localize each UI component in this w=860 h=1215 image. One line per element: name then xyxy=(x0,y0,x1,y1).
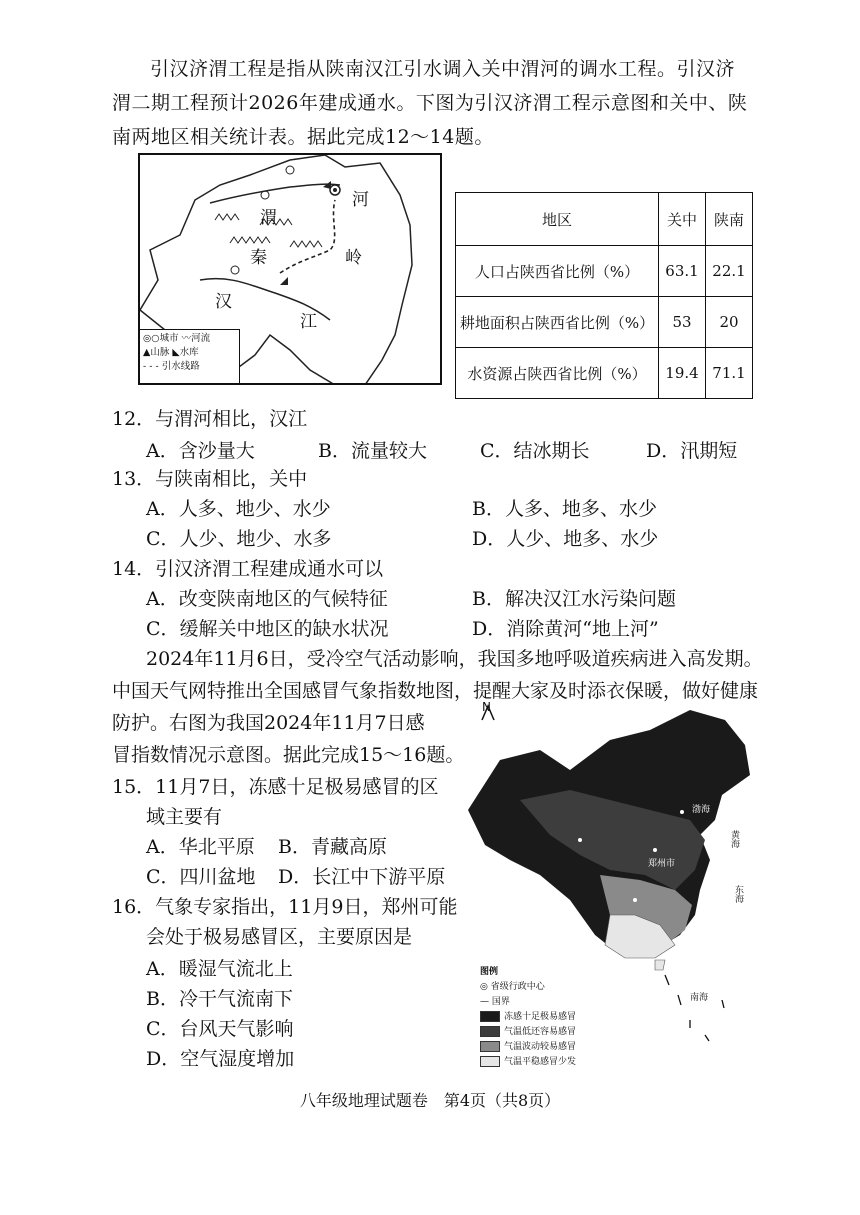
table-header: 关中 xyxy=(659,193,706,246)
table-header: 陕南 xyxy=(706,193,753,246)
map-bohai-label: 渤海 xyxy=(692,805,711,815)
border-line-icon: — xyxy=(480,997,489,1007)
legend-border: — 国界 xyxy=(480,997,510,1007)
table-cell: 71.1 xyxy=(706,348,753,399)
project-map xyxy=(138,153,442,385)
question-13-option-d: D．人少、地多、水少 xyxy=(472,528,659,550)
table-cell: 20 xyxy=(706,297,753,348)
question-16-option-a: A．暖湿气流北上 xyxy=(146,958,293,980)
legend-capital: ◎ 省级行政中心 xyxy=(480,982,545,992)
river-icon: 〰 xyxy=(181,333,192,344)
question-15-stem-line-1: 15．11月7日，冻感十足极易感冒的区 xyxy=(112,776,439,798)
statistics-table xyxy=(455,192,753,399)
legend-level-4: 气温平稳感冒少发 xyxy=(480,1055,576,1070)
label-ling: 岭 xyxy=(345,248,362,268)
question-13-option-b: B．人多、地多、水少 xyxy=(472,498,657,520)
question-16-option-d: D．空气湿度增加 xyxy=(146,1048,295,1070)
question-13-option-c: C．人少、地少、水多 xyxy=(146,528,332,550)
question-14-option-c: C．缓解关中地区的缺水状况 xyxy=(146,618,389,640)
question-15-option-c: C．四川盆地 xyxy=(146,866,256,888)
label-wei: 渭 xyxy=(260,208,277,228)
table-cell: 53 xyxy=(659,297,706,348)
page-footer: 八年级地理试题卷 第4页（共8页） xyxy=(299,1091,561,1110)
table-cell: 22.1 xyxy=(706,246,753,297)
question-13-option-a: A．人多、地少、水少 xyxy=(146,498,331,520)
question-14-option-b: B．解决汉江水污染问题 xyxy=(472,588,676,610)
route-icon: - - - xyxy=(143,361,159,372)
question-12-option-c: C．结冰期长 xyxy=(480,440,590,462)
table-cell: 耕地面积占陕西省比例（%） xyxy=(456,297,659,348)
question-14-option-d: D．消除黄河“地上河” xyxy=(472,618,659,640)
question-15-stem-line-2: 域主要有 xyxy=(146,806,223,828)
map-sea-label-2: 东海 xyxy=(733,885,743,903)
capital-icon: ◎ xyxy=(480,982,488,992)
legend-title: 图例 xyxy=(480,967,499,977)
intro-2-line-2: 中国天气网特推出全国感冒气象指数地图，提醒大家及时添衣保暖，做好健康 xyxy=(112,680,759,702)
table-header-row xyxy=(456,193,753,246)
question-12-option-d: D．汛期短 xyxy=(646,440,738,462)
map-sea-label-3: 南海 xyxy=(690,993,709,1003)
question-16-option-b: B．冷干气流南下 xyxy=(146,988,293,1010)
map-sea-label-1: 黄海 xyxy=(729,830,739,848)
cold-index-legend xyxy=(480,965,576,1070)
intro-2-line-4: 冒指数情况示意图。据此完成15～16题。 xyxy=(112,744,465,766)
table-cell: 人口占陕西省比例（%） xyxy=(456,246,659,297)
question-13-stem: 13．与陕南相比，关中 xyxy=(112,468,308,490)
label-qin: 秦 xyxy=(250,248,267,268)
label-he: 河 xyxy=(352,190,369,210)
table-cell: 19.4 xyxy=(659,348,706,399)
table-row xyxy=(456,348,753,399)
question-15-option-b: B．青藏高原 xyxy=(278,836,387,858)
question-12-option-b: B．流量较大 xyxy=(318,440,427,462)
intro-2-line-1: 2024年11月6日，受冷空气活动影响，我国多地呼吸道疾病进入高发期。 xyxy=(146,648,763,670)
table-cell: 水资源占陕西省比例（%） xyxy=(456,348,659,399)
table-row xyxy=(456,297,753,348)
question-14-stem: 14．引汉济渭工程建成通水可以 xyxy=(112,558,384,580)
question-15-option-d: D．长江中下游平原 xyxy=(278,866,446,888)
table-row xyxy=(456,246,753,297)
legend-level-3: 气温波动较易感冒 xyxy=(480,1040,576,1055)
question-12-stem: 12．与渭河相比，汉江 xyxy=(112,408,308,430)
legend-level-1: 冻感十足极易感冒 xyxy=(480,1010,576,1025)
label-jiang: 江 xyxy=(300,312,317,332)
map-north-label: N xyxy=(482,700,491,714)
reservoir-icon: ◣ xyxy=(172,347,180,358)
label-han: 汉 xyxy=(215,292,232,312)
question-16-option-c: C．台风天气影响 xyxy=(146,1018,294,1040)
city-icon: ◎○ xyxy=(143,333,160,344)
legend-level-2: 气温低还容易感冒 xyxy=(480,1025,576,1040)
question-16-stem-line-1: 16．气象专家指出，11月9日，郑州可能 xyxy=(112,896,458,918)
table-header: 地区 xyxy=(456,193,659,246)
project-map-legend: ◎○城市 〰河流 ▲山脉 ◣水库 - - - 引水线路 xyxy=(140,329,240,383)
table-cell: 63.1 xyxy=(659,246,706,297)
mountain-icon: ▲ xyxy=(143,347,151,358)
intro-paragraph-1: 引汉济渭工程是指从陕南汉江引水调入关中渭河的调水工程。引汉济渭二期工程预计2026年建成通水。下图为引汉济渭工程示意图和关中、陕南两地区相关统计表。据此完成12～14题。 xyxy=(112,58,748,148)
map-city-label: 郑州市 xyxy=(648,859,676,869)
question-15-option-a: A．华北平原 xyxy=(146,836,255,858)
question-12-option-a: A．含沙量大 xyxy=(146,440,255,462)
question-14-option-a: A．改变陕南地区的气候特征 xyxy=(146,588,388,610)
question-16-stem-line-2: 会处于极易感冒区，主要原因是 xyxy=(146,926,413,948)
intro-2-line-3: 防护。右图为我国2024年11月7日感 xyxy=(112,712,425,734)
